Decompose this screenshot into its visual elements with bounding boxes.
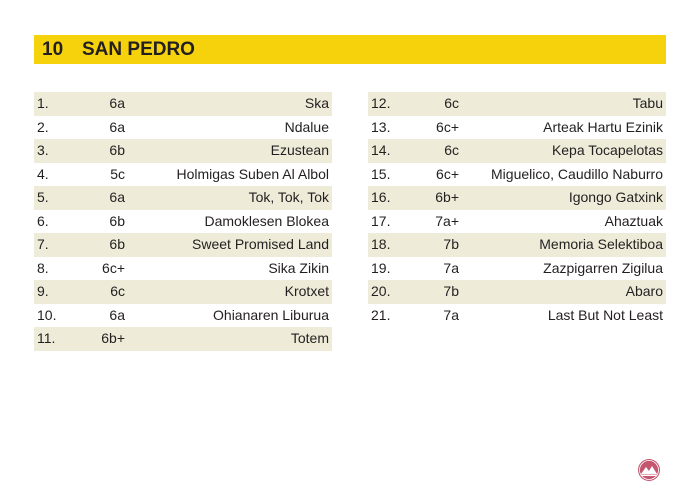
route-number: 6. xyxy=(37,212,49,229)
route-number: 18. xyxy=(368,233,409,257)
route-name: Arteak Hartu Ezinik xyxy=(543,118,663,135)
route-grade: 6c+ xyxy=(436,118,459,135)
route-row xyxy=(34,210,332,234)
route-name: Holmigas Suben Al Albol xyxy=(176,165,329,182)
route-grade: 5c xyxy=(110,165,125,182)
route-grade: 6b+ xyxy=(75,327,125,351)
route-row xyxy=(34,304,332,328)
route-grade: 6a xyxy=(75,92,125,116)
route-number: 14. xyxy=(368,139,409,163)
route-grade: 7a xyxy=(443,306,459,323)
route-row xyxy=(368,163,666,187)
route-grade: 6c+ xyxy=(102,259,125,276)
route-row xyxy=(368,280,666,304)
route-number: 1. xyxy=(34,92,75,116)
route-row xyxy=(34,116,332,140)
route-number: 10. xyxy=(37,306,57,323)
route-name: Igongo Gatxink xyxy=(459,186,666,210)
route-grade: 6a xyxy=(109,118,125,135)
route-row xyxy=(368,233,666,257)
route-name: Krotxet xyxy=(125,280,332,304)
route-name: Tok, Tok, Tok xyxy=(125,186,332,210)
sector-title: SAN PEDRO xyxy=(82,38,195,60)
route-grade: 7b xyxy=(409,233,459,257)
route-name: Tabu xyxy=(459,92,666,116)
route-name: Totem xyxy=(125,327,332,351)
route-row xyxy=(368,210,666,234)
route-grade: 7a xyxy=(443,259,459,276)
route-name: Damoklesen Blokea xyxy=(204,212,329,229)
route-row xyxy=(368,116,666,140)
route-name: Ahaztuak xyxy=(604,212,663,229)
route-number: 11. xyxy=(34,327,75,351)
route-name: Zazpigarren Zigilua xyxy=(543,259,663,276)
route-name: Ska xyxy=(125,92,332,116)
route-number: 19. xyxy=(371,259,391,276)
route-name: Ndalue xyxy=(284,118,329,135)
route-row xyxy=(368,186,666,210)
route-name: Ezustean xyxy=(125,139,332,163)
route-row xyxy=(368,304,666,328)
route-number: 7. xyxy=(34,233,75,257)
route-grade: 6c xyxy=(75,280,125,304)
route-row xyxy=(34,92,332,116)
route-row xyxy=(34,233,332,257)
routes-table-left xyxy=(34,92,332,351)
route-row xyxy=(34,327,332,351)
route-number: 20. xyxy=(368,280,409,304)
route-grade: 6b xyxy=(75,233,125,257)
route-name: Miguelico, Caudillo Naburro xyxy=(491,165,663,182)
route-grade: 6c+ xyxy=(436,165,459,182)
route-name: Sika Zikin xyxy=(268,259,329,276)
route-grade: 6b+ xyxy=(409,186,459,210)
route-number: 8. xyxy=(37,259,49,276)
route-row xyxy=(34,280,332,304)
route-number: 3. xyxy=(34,139,75,163)
sector-header xyxy=(34,35,666,64)
route-grade: 6c xyxy=(409,92,459,116)
route-number: 2. xyxy=(37,118,49,135)
route-grade: 7a+ xyxy=(435,212,459,229)
route-number: 17. xyxy=(371,212,391,229)
routes-table-right xyxy=(368,92,666,327)
route-grade: 6a xyxy=(75,186,125,210)
route-row xyxy=(34,163,332,187)
route-name: Kepa Tocapelotas xyxy=(459,139,666,163)
route-number: 9. xyxy=(34,280,75,304)
route-row xyxy=(34,139,332,163)
route-number: 13. xyxy=(371,118,391,135)
route-row xyxy=(34,186,332,210)
route-name: Last But Not Least xyxy=(547,306,663,323)
route-grade: 6a xyxy=(109,306,125,323)
route-name: Abaro xyxy=(459,280,666,304)
route-number: 4. xyxy=(37,165,49,182)
route-grade: 7b xyxy=(409,280,459,304)
route-name: Memoria Selektiboa xyxy=(459,233,666,257)
route-row xyxy=(34,257,332,281)
route-number: 12. xyxy=(368,92,409,116)
route-name: Ohianaren Liburua xyxy=(213,306,329,323)
sector-number: 10 xyxy=(42,38,64,60)
route-grade: 6c xyxy=(409,139,459,163)
route-number: 21. xyxy=(371,306,391,323)
route-row xyxy=(368,257,666,281)
route-number: 5. xyxy=(34,186,75,210)
route-number: 16. xyxy=(368,186,409,210)
mountain-logo-icon xyxy=(637,458,661,482)
route-row xyxy=(368,92,666,116)
route-number: 15. xyxy=(371,165,391,182)
route-grade: 6b xyxy=(109,212,125,229)
route-grade: 6b xyxy=(75,139,125,163)
route-name: Sweet Promised Land xyxy=(125,233,332,257)
route-row xyxy=(368,139,666,163)
